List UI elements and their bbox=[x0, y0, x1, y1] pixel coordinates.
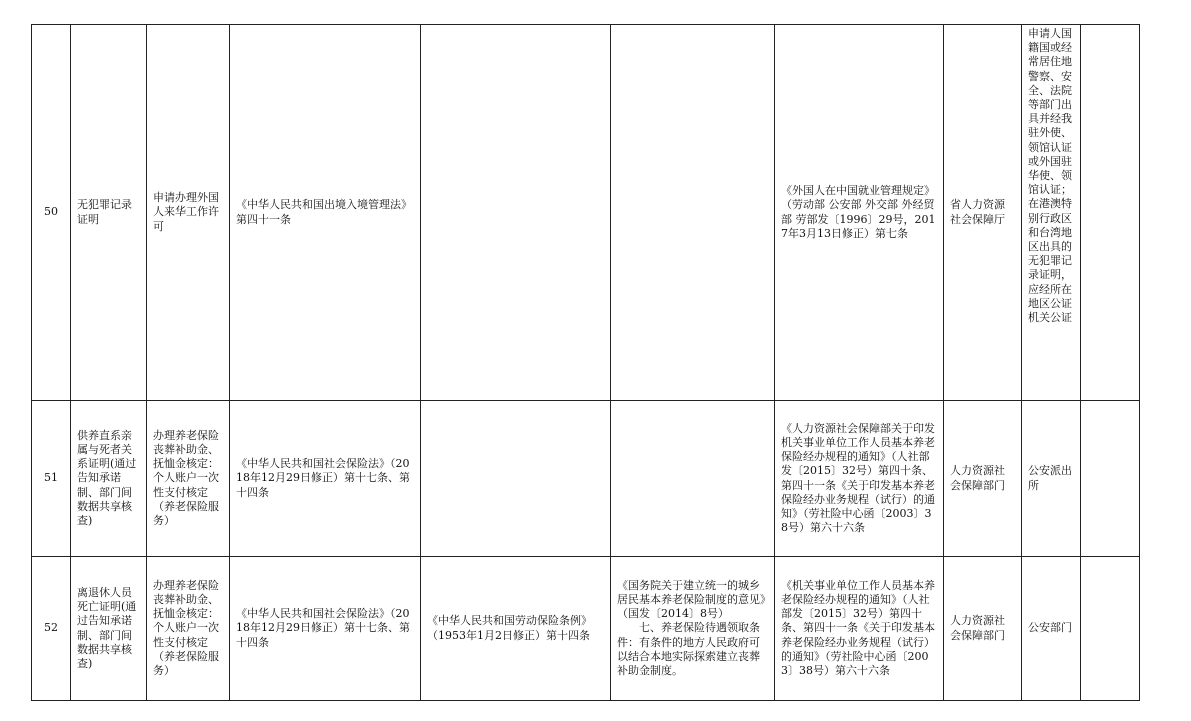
issuing-authority: 公安派出所 bbox=[1022, 401, 1081, 557]
admin-regulation bbox=[421, 401, 611, 557]
local-regulation-clause: 七、养老保险待遇领取条件：有条件的地方人民政府可以结合本地实际探索建立丧葬补助金制度。 bbox=[617, 621, 760, 677]
local-regulation-title: 《国务院关于建立统一的城乡居民基本养老保险制度的意见》（国发〔2014〕8号） bbox=[617, 578, 766, 621]
usage-scenario: 办理养老保险丧葬补助金、抚恤金核定：个人账户一次性支付核定（养老保险服务） bbox=[147, 557, 230, 701]
issuing-authority: 公安部门 bbox=[1022, 557, 1081, 701]
usage-scenario: 办理养老保险丧葬补助金、抚恤金核定：个人账户一次性支付核定（养老保险服务） bbox=[147, 401, 230, 557]
responsible-department: 省人力资源社会保障厅 bbox=[944, 25, 1022, 401]
row-number: 50 bbox=[32, 25, 71, 401]
row-number: 51 bbox=[32, 401, 71, 557]
department-rule: 《人力资源社会保障部关于印发机关事业单位工作人员基本养老保险经办规程的通知》（人社部发〔2015〕32号）第四十条、第四十一条《关于印发基本养老保险经办业务规程（试行）的通知》（劳社险中心函〔2003〕38号）第六十六条 bbox=[775, 401, 944, 557]
department-rule: 《机关事业单位工作人员基本养老保险经办规程的通知》（人社部发〔2015〕32号）第四十条、第四十一条《关于印发基本养老保险经办业务规程（试行）的通知》（劳社险中心函〔2003〕38号）第六十六条 bbox=[775, 557, 944, 701]
table-row bbox=[32, 401, 1140, 557]
certificate-name: 供养直系亲属与死者关系证明(通过告知承诺制、部门间数据共享核查) bbox=[71, 401, 147, 557]
legal-basis: 《中华人民共和国出境入境管理法》第四十一条 bbox=[230, 25, 421, 401]
responsible-department: 人力资源社会保障部门 bbox=[944, 557, 1022, 701]
remarks bbox=[1081, 557, 1140, 701]
responsible-department: 人力资源社会保障部门 bbox=[944, 401, 1022, 557]
row-number: 52 bbox=[32, 557, 71, 701]
certificate-name: 离退休人员死亡证明(通过告知承诺制、部门间数据共享核查) bbox=[71, 557, 147, 701]
admin-regulation: 《中华人民共和国劳动保险条例》（1953年1月2日修正）第十四条 bbox=[421, 557, 611, 701]
issuing-authority: 申请人国籍国或经常居住地警察、安全、法院等部门出具并经我驻外使、领馆认证或外国驻华使、领馆认证；在港澳特别行政区和台湾地区出具的无犯罪记录证明，应经所在地区公证机关公证 bbox=[1022, 25, 1081, 401]
remarks bbox=[1081, 25, 1140, 401]
local-regulation bbox=[611, 25, 775, 401]
usage-scenario: 申请办理外国人来华工作许可 bbox=[147, 25, 230, 401]
local-regulation bbox=[611, 401, 775, 557]
local-regulation bbox=[611, 557, 775, 701]
legal-basis: 《中华人民共和国社会保险法》（2018年12月29日修正）第十七条、第十四条 bbox=[230, 401, 421, 557]
certificate-table bbox=[31, 24, 1140, 701]
table-row bbox=[32, 25, 1140, 401]
legal-basis: 《中华人民共和国社会保险法》（2018年12月29日修正）第十七条、第十四条 bbox=[230, 557, 421, 701]
department-rule: 《外国人在中国就业管理规定》（劳动部 公安部 外交部 外经贸部 劳部发〔1996〕29号，2017年3月13日修正）第七条 bbox=[775, 25, 944, 401]
admin-regulation bbox=[421, 25, 611, 401]
certificate-name: 无犯罪记录证明 bbox=[71, 25, 147, 401]
remarks bbox=[1081, 401, 1140, 557]
table-row bbox=[32, 557, 1140, 701]
